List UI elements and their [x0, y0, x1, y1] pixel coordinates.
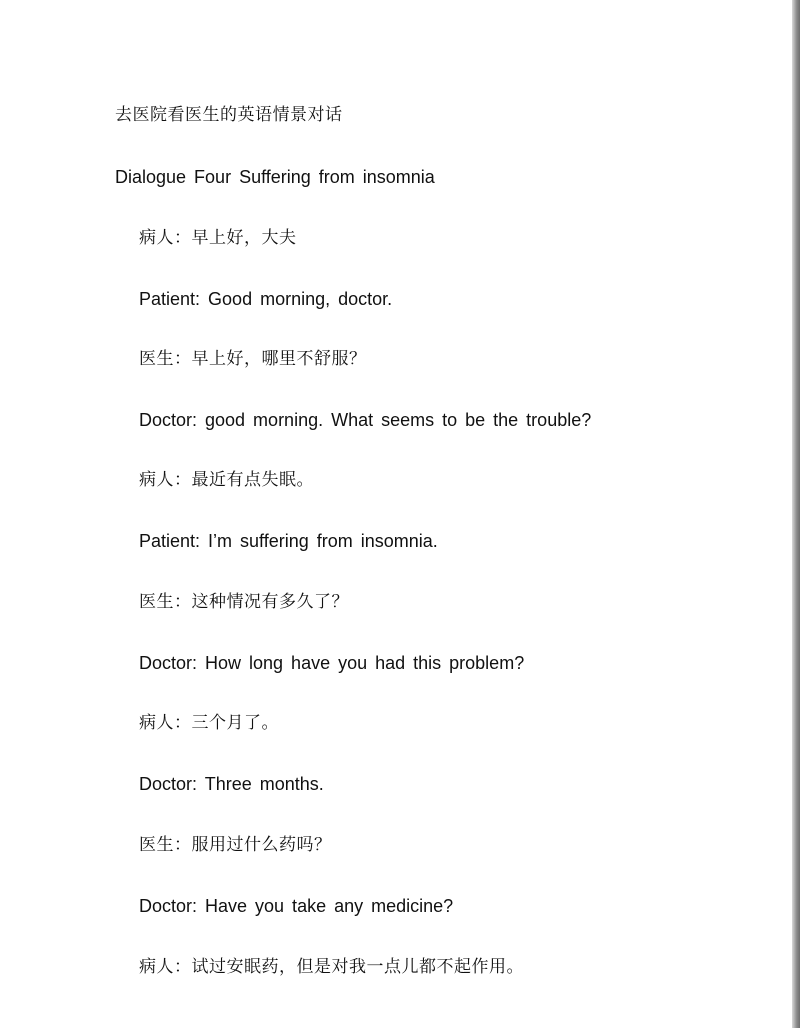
document-title: 去医院看医生的英语情景对话 [115, 105, 343, 125]
dialogue-line-cn: 医生：早上好，哪里不舒服？ [139, 349, 367, 369]
dialogue-line-cn: 医生：这种情况有多久了？ [139, 592, 349, 612]
dialogue-line-cn: 病人：三个月了。 [139, 713, 279, 733]
dialogue-heading: Dialogue Four Suffering from insomnia [115, 167, 435, 187]
dialogue-line-cn: 病人：最近有点失眠。 [139, 470, 314, 490]
dialogue-line-en: Patient: Good morning, doctor. [139, 289, 393, 309]
dialogue-line-cn: 病人：早上好，大夫 [139, 228, 297, 248]
dialogue-line-cn: 医生：服用过什么药吗？ [139, 835, 332, 855]
dialogue-line-en: Patient: I’m suffering from insomnia. [139, 531, 438, 551]
dialogue-line-en: Doctor: How long have you had this problem? [139, 653, 525, 673]
dialogue-line-en: Doctor: Three months. [139, 774, 324, 794]
dialogue-line-cn: 病人：试过安眠药，但是对我一点儿都不起作用。 [139, 957, 524, 977]
dialogue-line-en: Doctor: good morning. What seems to be the trouble? [139, 410, 592, 430]
page-edge-shadow [792, 0, 800, 1028]
dialogue-line-en: Doctor: Have you take any medicine? [139, 896, 454, 916]
